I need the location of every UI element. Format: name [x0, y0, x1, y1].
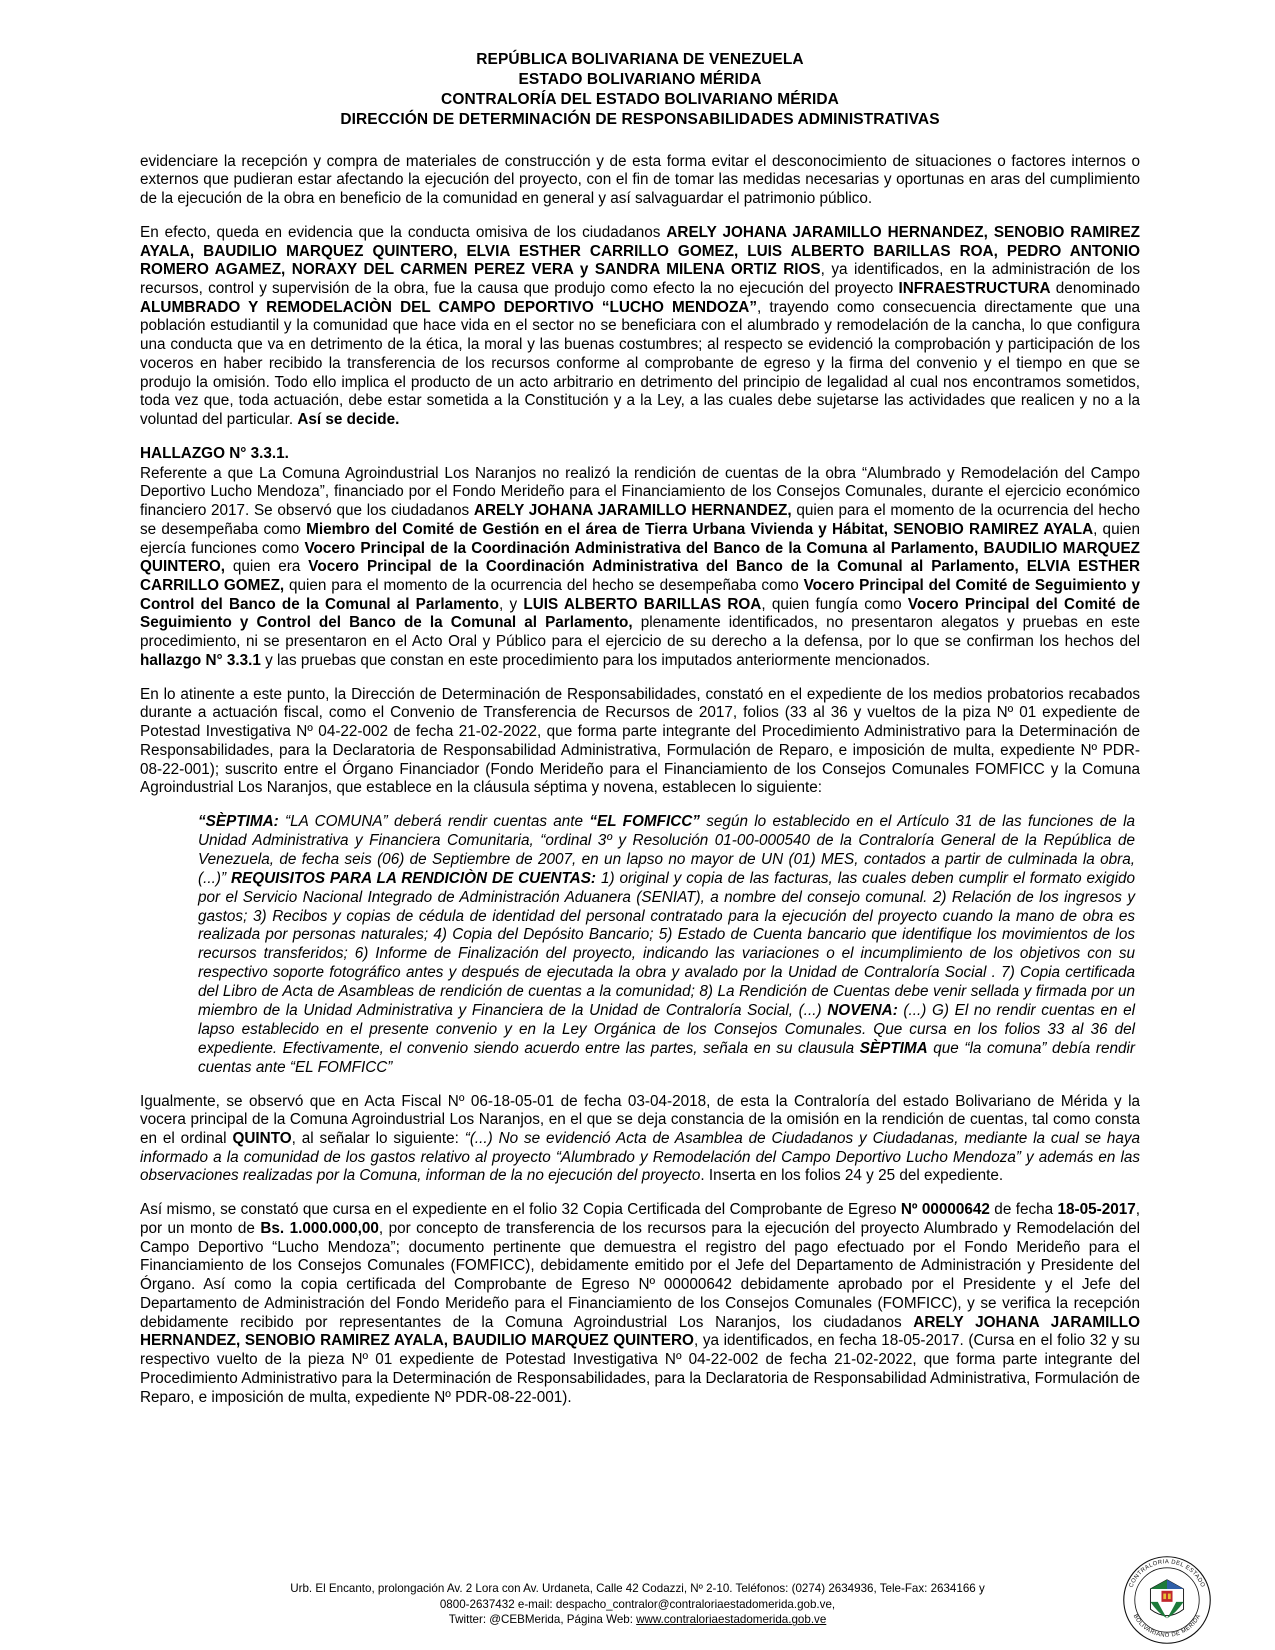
header-line-state: ESTADO BOLIVARIANO MÉRIDA: [518, 71, 762, 89]
svg-text:BOLIVARIANO DE MERIDA: BOLIVARIANO DE MERIDA: [1131, 1613, 1203, 1639]
project-name: ALUMBRADO Y REMODELACIÒN DEL CAMPO DEPORTIVO “LUCHO MENDOZA”: [140, 298, 757, 316]
paragraph-evidenciare: evidenciare la recepción y compra de materiales de construcción y de esta forma evitar el desconocimiento de situaciones o factores internos o externos que pudieran estar afectando la ejecución del proyecto, con el fin de tomar las medidas necesarias y oportunas en aras del cumplimiento de la ejecución de la obra en beneficio de la comunidad en general y así salvaguardar el patrimonio público.: [140, 152, 1140, 208]
ordinal-quinto: QUINTO: [232, 1130, 292, 1147]
clause-novena-label: NOVENA:: [827, 1001, 898, 1019]
header-line-contraloria: CONTRALORÍA DEL ESTADO BOLIVARIANO MÉRIDA: [441, 91, 839, 109]
header-line-republic: REPÚBLICA BOLIVARIANA DE VENEZUELA: [476, 51, 804, 68]
contraloria-seal-icon: [1121, 1554, 1213, 1646]
header-line-direccion: DIRECCIÓN DE DETERMINACIÓN DE RESPONSABILIDADES ADMINISTRATIVAS: [340, 111, 940, 129]
comprobante-date: 18-05-2017: [1057, 1201, 1136, 1219]
paragraph-en-efecto: En efecto, queda en evidencia que la conducta omisiva de los ciudadanos ARELY JOHANA JARAMILLO HERNANDEZ, SENOBIO RAMIREZ AYALA, BAUDILIO MARQUEZ QUINTERO, ELVIA ESTHER CARRILLO GOMEZ, LUIS ALBERTO BARILLAS ROA, PEDRO ANTONIO ROMERO AGAMEZ, NORAXY DEL CARMEN PEREZ VERA y SANDRA MILENA ORTIZ RIOS, ya identificados, en la administración de los recursos, control y supervisión de la obra, fue la causa que produjo como efecto la no ejecución del proyecto INFRAESTRUCTURA denominado ALUMBRADO Y REMODELACIÒN DEL CAMPO DEPORTIVO “LUCHO MENDOZA”, trayendo como consecuencia directamente que una población estudiantil y la comunidad que hace vida en el sector no se beneficiara con el alumbrado y remodelación de la cancha, lo que configura una conducta que va en detrimento de la ética, la moral y las buenas costumbres; al respecto se evidenció la comprobación y participación de los voceros en haber recibido la transferencia de los recursos conforme al comprobante de egreso y la firma del convenio y el tiempo en que se produjo la omisión. Todo ello implica el producto de un acto arbitrario en detrimento del principio de legalidad al cual nos encontramos sometidos, toda vez que, toda actuación, debe estar sometida a la Constitución y a la Ley, a las cuales debe sujetarse las actividades que realicen y no a la voluntad del particular. Así se decide.: [140, 223, 1141, 429]
page-footer: [0, 1559, 1275, 1639]
paragraph-asi-mismo: Así mismo, se constató que cursa en el expediente en el folio 32 Copia Certificada del Comprobante de Egreso Nº 00000642 de fecha 18-05-2017, por un monto de Bs. 1.000.000,00, por concepto de transferencia de los recursos para la ejecución del proyecto Alumbrado y Remodelación del Campo Deportivo “Lucho Mendoza”; documento pertinente que demuestra el registro del pago efectuado por el Fondo Merideño para el Financiamiento de los Consejos Comunales (FOMFICC), debidamente emitido por el Jefe del Departamento de Administración y Presidente del Órgano. Así como la copia certificada del Comprobante de Egreso Nº 00000642 debidamente aprobado por el Presidente y el Jefe del Departamento de Administración del Fondo Merideño para el Financiamiento de los Consejos Comunales (FOMFICC), y se verifica la recepción debidamente recibido por representantes de la Comuna Agroindustrial Los Naranjos, los ciudadanos ARELY JOHANA JARAMILLO HERNANDEZ, SENOBIO RAMIREZ AYALA, BAUDILIO MARQUEZ QUINTERO, ya identificados, en fecha 18-05-2017. (Cursa en el folio 32 y su respectivo vuelto de la pieza Nº 01 expediente de Potestad Investigativa Nº 04-22-002 de fecha 21-02-2022, que forma parte integrante del Procedimiento Administrativo para la Determinación de Responsabilidades, para la Declaratoria de Responsabilidad Administrativa, Formulación de Reparo, e imposición de multa, expediente Nº PDR-08-22-001).: [140, 1201, 1141, 1406]
role-1: Miembro del Comité de Gestión en el área de Tierra Urbana Vivienda y Hábitat, SENOBIO RAMIREZ AYALA: [306, 520, 1094, 538]
hallazgo-heading: HALLAZGO N° 3.3.1.: [140, 444, 289, 462]
clause-septima-label: “SÈPTIMA:: [198, 813, 279, 831]
role-3: Vocero Principal de la Coordinación Administrativa del Banco de la Comunal al Parlamento, ELVIA ESTHER CARRILLO GOMEZ,: [140, 558, 1141, 594]
role-4: Vocero Principal del Comité de Seguimiento y Control del Banco de la Comunal al Parlamento: [140, 576, 1140, 613]
paragraph-en-lo-atinente: En lo atinente a este punto, la Dirección de Determinación de Responsabilidades, constató en el expediente de los medios probatorios recabados durante a actuación fiscal, como el Convenio de Transferencia de Recursos de 2017, folios (33 al 36 y vueltos de la piza Nº 01 expediente de Potestad Investigativa Nº 04-22-002 de fecha 21-02-2022, que forma parte integrante del Procedimiento Administrativo para la Determinación de Responsabilidades, para la Declaratoria de Responsabilidad Administrativa, Formulación de Reparo, e imposición de multa, expediente Nº PDR-08-22-001); suscrito entre el Órgano Financiador (Fondo Merideño para el Financiamiento de los Consejos Comunales FOMFICC y la Comuna Agroindustrial Los Naranjos, que establece en la cláusula séptima y novena, establecen lo siguiente:: [140, 685, 1140, 797]
citizen-names-1: ARELY JOHANA JARAMILLO HERNANDEZ, SENOBIO RAMIREZ AYALA, BAUDILIO MARQUEZ QUINTERO, ELVIA ESTHER CARRILLO GOMEZ, LUIS ALBERTO BARILLAS ROA, PEDRO ANTONIO ROMERO AGAMEZ, NORAXY DEL CARMEN PEREZ VERA y SANDRA MILENA ORTIZ RIOS: [140, 223, 1140, 279]
footer-address-line: Urb. El Encanto, prolongación Av. 2 Lora con Av. Urdaneta, Calle 42 Codazzi, Nº 2-10. Teléfonos: (0274) 2634936, Tele-Fax: 2634166 y: [290, 1582, 985, 1596]
document-body: [140, 153, 1140, 1408]
svg-text:CONTRALORIA DEL ESTADO: CONTRALORIA DEL ESTADO: [1128, 1559, 1206, 1589]
citizen-name-arely: ARELY JOHANA JARAMILLO HERNANDEZ,: [473, 502, 792, 520]
decision-phrase: Así se decide.: [297, 411, 400, 429]
term-infraestructura: INFRAESTRUCTURA: [898, 279, 1051, 297]
footer-email-line: 0800-2637432 e-mail: despacho_contralor@contraloriaestadomerida.gob.ve,: [439, 1597, 836, 1611]
paragraph-referente: Referente a que La Comuna Agroindustrial Los Naranjos no realizó la rendición de cuentas de la obra “Alumbrado y Remodelación del Campo Deportivo Lucho Mendoza”, financiado por el Fondo Merideño para el Financiamiento de los Consejos Comunales, durante el ejercicio económico financiero 2017. Se observó que los ciudadanos ARELY JOHANA JARAMILLO HERNANDEZ, quien para el momento de la ocurrencia del hecho se desempeñaba como Miembro del Comité de Gestión en el área de Tierra Urbana Vivienda y Hábitat, SENOBIO RAMIREZ AYALA, quien ejercía funciones como Vocero Principal de la Coordinación Administrativa del Banco de la Comuna al Parlamento, BAUDILIO MARQUEZ QUINTERO, quien era Vocero Principal de la Coordinación Administrativa del Banco de la Comunal al Parlamento, ELVIA ESTHER CARRILLO GOMEZ, quien para el momento de la ocurrencia del hecho se desempeñaba como Vocero Principal del Comité de Seguimiento y Control del Banco de la Comunal al Parlamento, y LUIS ALBERTO BARILLAS ROA, quien fungía como Vocero Principal del Comité de Seguimiento y Control del Banco de la Comunal al Parlamento, plenamente identificados, no presentaron alegatos y pruebas en este procedimiento, ni se presentaron en el Acto Oral y Público para el ejercicio de su derecho a la defensa, por lo que se confirman los hechos del hallazgo N° 3.3.1 y las pruebas que constan en este procedimiento para los imputados anteriormente mencionados.: [140, 464, 1141, 669]
entity-fomficc: “EL FOMFICC”: [589, 813, 700, 831]
citizen-name-luis: LUIS ALBERTO BARILLAS ROA: [523, 595, 762, 613]
quoted-clause-block: “SÈPTIMA: “LA COMUNA” deberá rendir cuentas ante “EL FOMFICC” según lo establecido en el Artículo 31 de las funciones de la Unidad Administrativa y Financiera Comunitaria, “ordinal 3º y Resolución 01-00-000540 de la Contraloría General de la República de Venezuela, de fecha seis (06) de Septiembre de 2007, en un lapso no mayor de UN (01) MES, contados a partir de culminada la obra, (...)” REQUISITOS PARA LA RENDICIÒN DE CUENTAS: 1) original y copia de las facturas, las cuales deben cumplir el formato exigido por el Servicio Nacional Integrado de Administración Aduanera (SENIAT), a nombre del consejo comunal. 2) Relación de los ingresos y gastos; 3) Recibos y copias de cédula de identidad del personal contratado para la ejecución del proyecto cuando la mano de obra es realizada por personas naturales; 4) Copia del Depósito Bancario; 5) Estado de Cuenta bancario que identifique los movimientos de los recursos transferidos; 6) Informe de Finalización del proyecto, indicando las variaciones o el incumplimiento de los objetivos con su respectivo soporte fotográfico antes y después de ejecutada la obra y avalado por la Unidad de Contraloría Social . 7) Copia certificada del Libro de Acta de Asambleas de rendición de cuentas a la comunidad; 8) La Rendición de Cuentas debe venir sellada y firmada por un miembro de la Unidad Administrativa y Financiera de la Unidad de Contraloría Social, (...) NOVENA: (...) G) El no rendir cuentas en el lapso establecido en el presente convenio y en la Ley Orgánica de los Consejos Comunales. Que cursa en los folios 33 al 36 del expediente. Efectivamente, el convenio siendo acuerdo entre las partes, señala en su clausula SÈPTIMA que “la comuna” debía rendir cuentas ante “EL FOMFICC”: [198, 813, 1136, 1076]
clause-septima-ref: SÈPTIMA: [859, 1039, 928, 1057]
citizen-names-2: ARELY JOHANA JARAMILLO HERNANDEZ, SENOBIO RAMIREZ AYALA, BAUDILIO MARQUEZ QUINTERO: [140, 1313, 1141, 1350]
paragraph-igualmente: Igualmente, se observó que en Acta Fiscal Nº 06-18-05-01 de fecha 03-04-2018, de esta la Contraloría del estado Bolivariano de Mérida y la vocera principal de la Comuna Agroindustrial Los Naranjos, en el que se deja constancia de la omisión en la rendición de cuentas, tal como consta en el ordinal QUINTO, al señalar lo siguiente: “(...) No se evidenció Acta de Asamblea de Ciudadanos y Ciudadanas, mediante la cual se haya informado a la comunidad de los gastos relativo al proyecto “Alumbrado y Remodelación del Campo Deportivo Lucho Mendoza” y además en las observaciones realizadas por la Comuna, informan de la no ejecución del proyecto. Inserta en los folios 24 y 25 del expediente.: [140, 1092, 1141, 1185]
acta-fiscal-quote: “(...) No se evidenció Acta de Asamblea de Ciudadanos y Ciudadanas, mediante la cual se haya informado a la comunidad de los gastos relativo al proyecto “Alumbrado y Remodelación del Campo Deportivo Lucho Mendoza” y además en las observaciones realizadas por la Comuna, informan de la no ejecución del proyecto: [140, 1130, 1141, 1185]
comprobante-number: Nº 00000642: [900, 1201, 990, 1219]
comprobante-amount: Bs. 1.000.000,00: [260, 1219, 379, 1237]
footer-contact-info: [0, 1581, 1275, 1628]
role-5: Vocero Principal del Comité de Seguimiento y Control del Banco de la Comunal al Parlamento,: [140, 595, 1140, 632]
role-2: Vocero Principal de la Coordinación Administrativa del Banco de la Comuna al Parlamento, BAUDILIO MARQUEZ QUINTERO,: [140, 539, 1140, 576]
footer-website-link[interactable]: www.contraloriaestadomerida.gob.ve: [636, 1613, 827, 1627]
footer-web-line: Twitter: @CEBMerida, Página Web: www.contraloriaestadomerida.gob.ve: [448, 1613, 827, 1627]
requisitos-label: REQUISITOS PARA LA RENDICIÒN DE CUENTAS:: [230, 869, 597, 887]
document-header: [140, 50, 1140, 131]
hallazgo-reference: hallazgo N° 3.3.1: [140, 651, 261, 669]
